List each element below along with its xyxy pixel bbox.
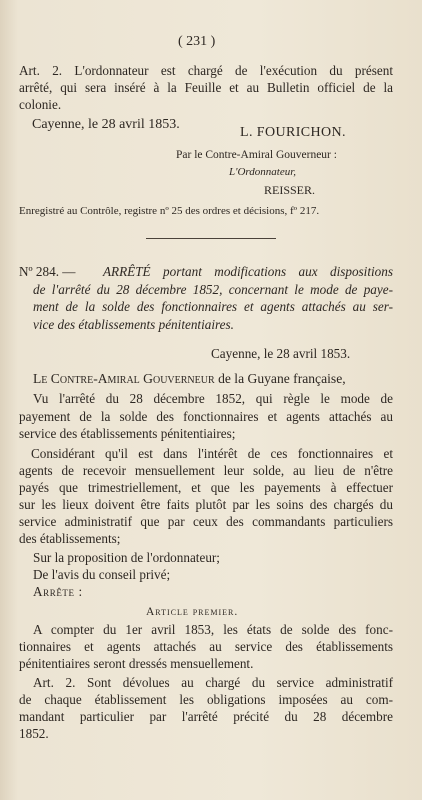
article-heading: Article premier. — [146, 606, 239, 618]
considerant-line-2: agents de recevoir mensuellement leur solde, au lieu de n'être — [19, 463, 393, 478]
art2-line-4: 1852. — [19, 726, 49, 741]
considerant-line-6: des établissements; — [19, 531, 121, 546]
sur-la-proposition: Sur la proposition de l'ordonnateur; — [33, 550, 220, 565]
art2-line-2: de chaque établissement les obligations imposées au com- — [19, 692, 393, 707]
art1-line-2: tionnaires et agents attachés au service des établissements — [19, 639, 393, 654]
art2-line-3: mandant particulier par l'arrêté précité du 28 décembre — [19, 709, 393, 724]
registration-note: Enregistré au Contrôle, registre nº 25 des ordres et décisions, fº 217. — [19, 205, 320, 217]
art2-top-line-3: colonie. — [19, 97, 62, 112]
decree-number: Nº 284. — — [19, 264, 76, 279]
art1-line-1: A compter du 1er avril 1853, les états de solde des fonc- — [33, 622, 393, 637]
de-l-avis: De l'avis du conseil privé; — [33, 567, 171, 582]
considerant-line-4: sur les lieux doivent être faits plutôt par les soins des chargés du — [19, 497, 393, 512]
arrete-label: Arrête : — [33, 584, 83, 599]
art2-top-line-2: arrêté, qui sera inséré à la Feuille et au Bulletin officiel de la — [19, 80, 393, 95]
authority-caps: Le Contre-Amiral Gouverneur — [33, 371, 215, 386]
ordonnateur-title: L'Ordonnateur, — [229, 166, 297, 178]
art1-line-3: pénitentiaires seront dressés mensuellement. — [19, 656, 254, 671]
dateline-1: Cayenne, le 28 avril 1853. — [32, 117, 180, 132]
art2-line-1: Art. 2. Sont dévolues au chargé du service administratif — [33, 675, 393, 690]
vu-line-2: payement de la solde des fonctionnaires et agents attachés au — [19, 409, 393, 424]
signatory-fourichon: L. FOURICHON. — [240, 125, 346, 140]
par-le-gouverneur: Par le Contre-Amiral Gouverneur : — [176, 149, 337, 161]
signatory-reisser: REISSER. — [264, 183, 316, 197]
vu-line-3: service des établissements pénitentiaires; — [19, 426, 236, 441]
considerant-line-5: service administratif que par ceux des commandants particuliers — [19, 514, 393, 529]
decree-title-line-3: ment de la solde des fonctionnaires et agents attachés au ser- — [33, 299, 393, 314]
authority-line — [33, 371, 346, 387]
art2-top-line-1: Art. 2. L'ordonnateur est chargé de l'exécution du présent — [19, 63, 393, 78]
vu-line-1: Vu l'arrêté du 28 décembre 1852, qui règle le mode de — [33, 391, 393, 406]
decree-title-line-2: de l'arrêté du 28 décembre 1852, concernant le mode de paye- — [33, 282, 393, 297]
considerant-line-1: Considérant qu'il est dans l'intérêt de ces fonctionnaires et — [31, 446, 393, 461]
considerant-line-3: payés que trimestriellement, et que les payements à effectuer — [19, 480, 393, 495]
page-number: ( 231 ) — [178, 34, 216, 49]
decree-dateline: Cayenne, le 28 avril 1853. — [211, 346, 351, 361]
decree-title-line-1: ARRÊTÉ portant modifications aux dispositions — [103, 264, 393, 279]
authority-rest: de la Guyane française, — [218, 371, 346, 386]
section-divider — [146, 238, 276, 239]
decree-title-line-4: vice des établissements pénitentiaires. — [33, 317, 234, 332]
